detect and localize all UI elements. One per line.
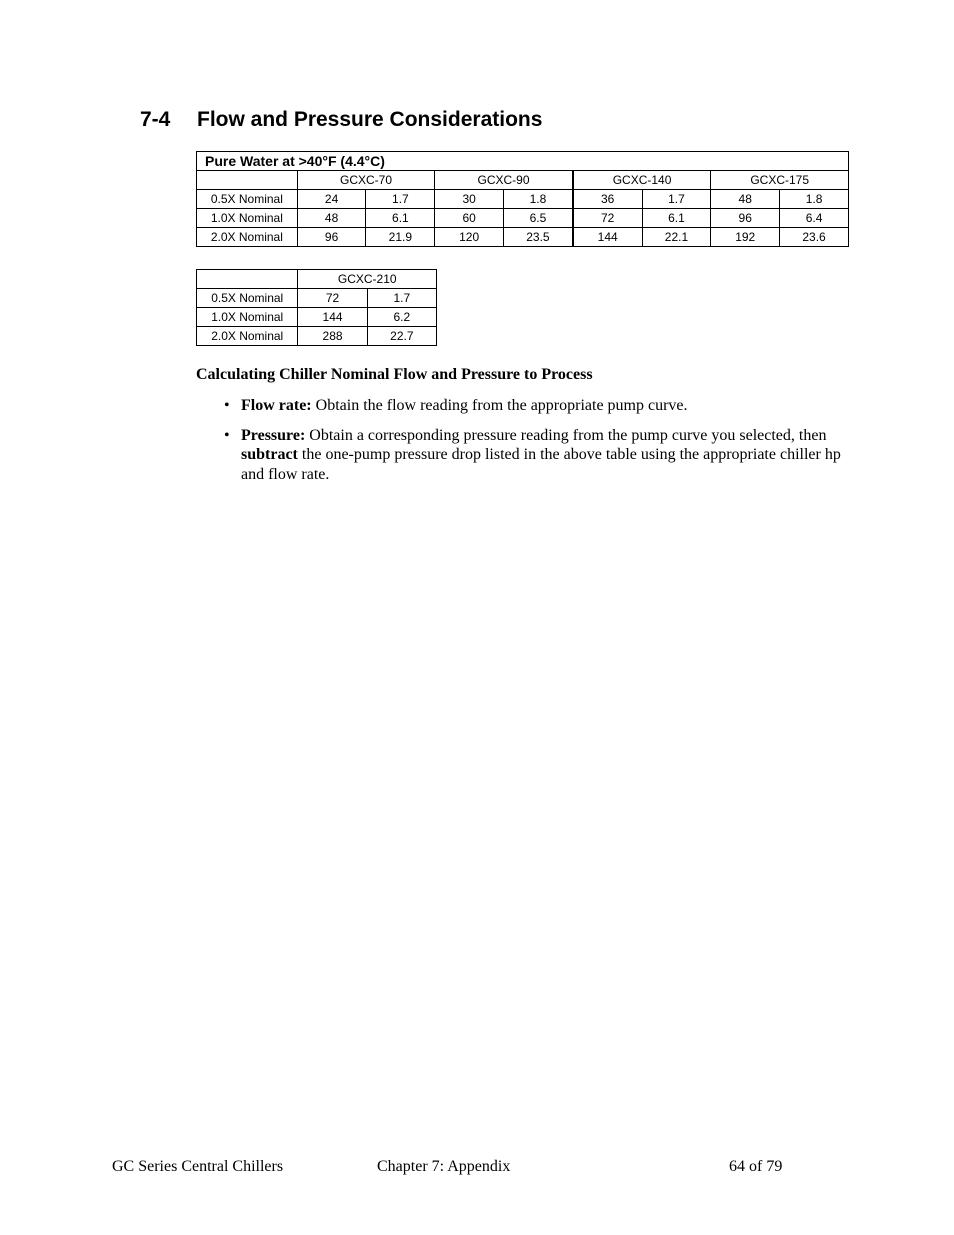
row-label: 1.0X Nominal (197, 209, 298, 228)
empty-header-cell (197, 171, 298, 190)
row-label: 0.5X Nominal (197, 190, 298, 209)
table-cell: 21.9 (366, 228, 435, 247)
table-cell: 1.7 (642, 190, 711, 209)
table-cell: 120 (435, 228, 504, 247)
table-cell: 48 (297, 209, 366, 228)
table-cell: 1.8 (504, 190, 573, 209)
empty-header-cell (197, 270, 298, 289)
table-cell: 23.6 (780, 228, 849, 247)
bullet-emphasis: subtract (241, 446, 298, 463)
footer-document-title: GC Series Central Chillers (112, 1158, 284, 1175)
bullet-term: Pressure: (241, 426, 306, 444)
model-header: GCXC-70 (297, 171, 435, 190)
table-cell: 6.1 (642, 209, 711, 228)
table-cell: 30 (435, 190, 504, 209)
row-label: 2.0X Nominal (197, 327, 298, 346)
table-header-row (197, 270, 437, 289)
table-row (197, 190, 849, 209)
table-row (197, 327, 437, 346)
model-header: GCXC-90 (435, 171, 573, 190)
row-label: 1.0X Nominal (197, 308, 298, 327)
table-cell: 96 (711, 209, 780, 228)
row-label: 0.5X Nominal (197, 289, 298, 308)
table-cell: 192 (711, 228, 780, 247)
table-row (197, 289, 437, 308)
bullet-icon: • (224, 397, 230, 414)
footer-page-number: 64 of 79 (729, 1158, 783, 1175)
table-cell: 22.1 (642, 228, 711, 247)
table-row (197, 228, 849, 247)
table-cell: 23.5 (504, 228, 573, 247)
table-cell: 144 (298, 308, 367, 327)
section-heading (140, 108, 542, 132)
table-cell: 1.7 (367, 289, 436, 308)
bullet-text: Obtain a corresponding pressure reading from the pump curve you selected, then (305, 426, 827, 444)
table-cell: 48 (711, 190, 780, 209)
table-cell: 6.4 (780, 209, 849, 228)
table-cell: 96 (297, 228, 366, 247)
section-number: 7-4 (140, 108, 171, 131)
table-cell: 6.1 (366, 209, 435, 228)
list-item (224, 426, 849, 485)
table-cell: 288 (298, 327, 367, 346)
subsection-title: Calculating Chiller Nominal Flow and Pressure to Process (196, 366, 593, 383)
table-row (197, 209, 849, 228)
footer-chapter: Chapter 7: Appendix (377, 1158, 511, 1175)
model-header: GCXC-210 (298, 270, 437, 289)
row-label: 2.0X Nominal (197, 228, 298, 247)
table-caption: Pure Water at >40°F (4.4°C) (197, 152, 849, 171)
table-cell: 6.2 (367, 308, 436, 327)
table-cell: 24 (297, 190, 366, 209)
table-header-row (197, 171, 849, 190)
list-item (224, 396, 849, 416)
table-cell: 1.8 (780, 190, 849, 209)
bullet-text: the one-pump pressure drop listed in the above table using the appropriate chiller hp and flow rate. (241, 446, 841, 483)
bullet-text: Obtain the flow reading from the appropriate pump curve. (311, 397, 688, 414)
table-cell: 22.7 (367, 327, 436, 346)
table-cell: 36 (573, 190, 642, 209)
table-cell: 72 (573, 209, 642, 228)
pressure-table-gcxc-210 (196, 269, 437, 346)
bullet-icon: • (224, 426, 230, 444)
pressure-table-main (196, 151, 849, 247)
table-cell: 144 (573, 228, 642, 247)
bullet-term: Flow rate: (241, 397, 312, 414)
table-cell: 72 (298, 289, 367, 308)
instruction-list (224, 396, 849, 494)
model-header: GCXC-140 (573, 171, 711, 190)
table-cell: 6.5 (504, 209, 573, 228)
section-title: Flow and Pressure Considerations (197, 108, 543, 131)
table-cell: 1.7 (366, 190, 435, 209)
table-cell: 60 (435, 209, 504, 228)
model-header: GCXC-175 (711, 171, 849, 190)
table-row (197, 308, 437, 327)
